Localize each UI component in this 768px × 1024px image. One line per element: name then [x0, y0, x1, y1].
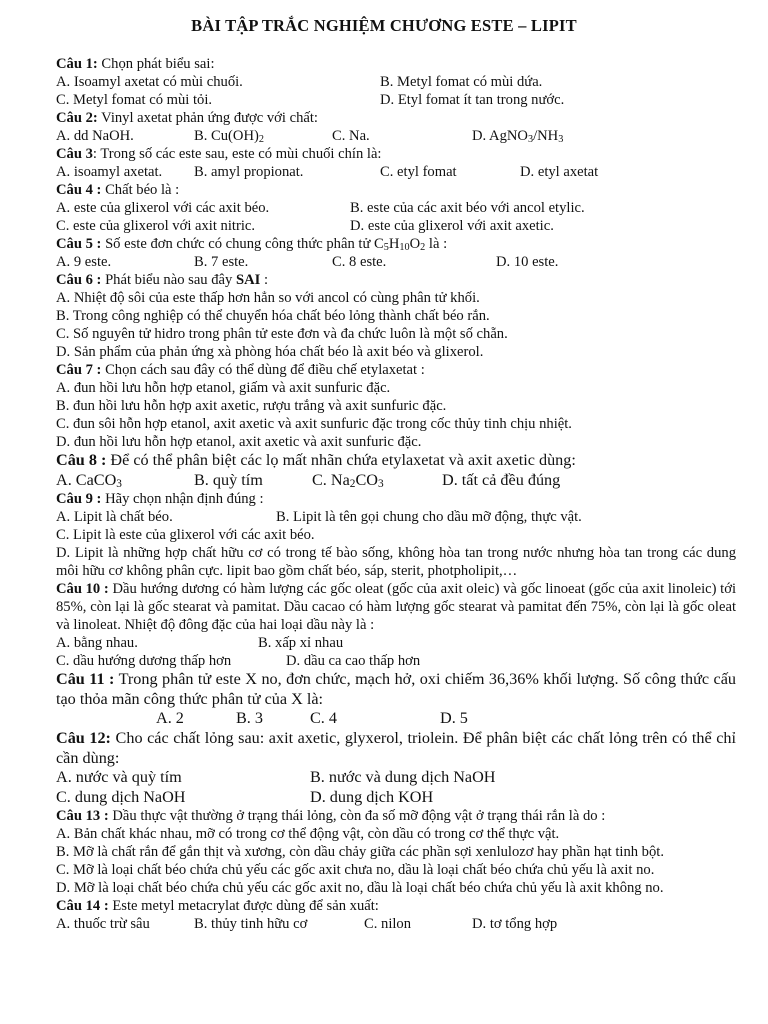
option-b: B. $Cu(OH)_2$	[194, 128, 264, 145]
question-number: Câu 13 :	[56, 808, 109, 825]
question-stem: Cho các chất lỏng sau: axit axetic, glyxerol, triolein. Để phân biệt các chất lỏng trên có thể chỉ cần dùng:	[56, 728, 737, 767]
question-stem: Phát biểu nào sau đây SAI :	[105, 272, 269, 288]
option-d: D. 5	[440, 709, 468, 728]
question-4	[56, 181, 736, 235]
option-b: B. xấp xỉ nhau	[258, 635, 344, 652]
option-a: A. 9 este.	[56, 254, 112, 270]
option-a: A. Bản chất khác nhau, mỡ có trong cơ thể động vật, còn dầu có trong cơ thể thực vật.	[56, 826, 560, 843]
option-b: B. 3	[236, 709, 263, 728]
option-b: B. Trong công nghiệp có thể chuyển hóa chất béo lỏng thành chất béo rắn.	[56, 308, 490, 324]
question-stem: Trong phân tử este X no, đơn chức, mạch hở, oxi chiếm 36,36% khối lượng. Số công thức cấu tạo thỏa mãn công thức phân tử của X là:	[56, 670, 736, 708]
question-number: Câu 4 :	[56, 182, 102, 198]
question-12	[56, 729, 736, 807]
question-number: Câu 7 :	[56, 362, 102, 378]
option-c: C. Metyl fomat có mùi tỏi.	[56, 92, 213, 108]
option-c: C. đun sôi hỗn hợp etanol, axit axetic và axit sunfuric đặc trong cốc thủy tinh chịu nhiệt.	[56, 416, 572, 432]
question-number: Câu 9 :	[56, 491, 102, 508]
option-c: C. 4	[310, 709, 337, 728]
option-a: A. dd NaOH.	[56, 128, 134, 144]
option-d: D. 10 este.	[496, 254, 559, 270]
option-d: D. tơ tổng hợp	[472, 916, 558, 933]
question-number: Câu 3	[56, 146, 93, 162]
option-c: C. etyl fomat	[380, 164, 457, 180]
option-b: B. Lipit là tên gọi chung cho dầu mỡ động, thực vật.	[276, 509, 582, 526]
option-a: A. nước và quỳ tím	[56, 768, 182, 787]
option-b: B. este của các axit béo với ancol etylic.	[350, 200, 585, 216]
question-stem: Vinyl axetat phản ứng được với chất:	[101, 110, 318, 126]
option-c: C. dung dịch NaOH	[56, 787, 186, 806]
option-a: A. este của glixerol với các axit béo.	[56, 200, 270, 216]
option-b: B. thủy tinh hữu cơ	[194, 916, 308, 933]
question-stem: Chất béo là :	[105, 182, 180, 198]
option-a: A. isoamyl axetat.	[56, 164, 163, 180]
question-stem: : Trong số các este sau, este có mùi chuối chín là:	[92, 146, 382, 162]
question-stem: Hãy chọn nhận định đúng :	[105, 491, 264, 508]
question-number: Câu 2:	[56, 110, 98, 126]
option-a: A. Isoamyl axetat có mùi chuối.	[56, 74, 243, 90]
option-b: B. 7 este.	[194, 254, 249, 270]
option-d: D. etyl axetat	[520, 164, 599, 180]
option-d: D. tất cả đều đúng	[442, 470, 561, 489]
option-b: B. Metyl fomat có mùi dứa.	[380, 74, 543, 90]
option-d: D. dung dịch KOH	[310, 787, 434, 806]
option-a: A. 2	[156, 709, 184, 728]
question-number: Câu 12:	[56, 728, 111, 747]
question-13	[56, 807, 736, 897]
option-a: A. đun hồi lưu hỗn hợp etanol, giấm và axit sunfuric đặc.	[56, 380, 391, 396]
question-3	[56, 145, 736, 181]
question-number: Câu 11 :	[56, 670, 115, 689]
question-number: Câu 5 :	[56, 236, 102, 252]
question-10	[56, 580, 736, 670]
option-d: D. đun hồi lưu hỗn hợp etanol, axit axetic và axit sunfuric đặc.	[56, 434, 422, 450]
question-number: Câu 6 :	[56, 272, 102, 288]
option-a: A. Lipit là chất béo.	[56, 509, 173, 526]
question-number: Câu 1:	[56, 56, 98, 72]
option-d: D. Sản phẩm của phản ứng xà phòng hóa chất béo là axit béo và glixerol.	[56, 344, 484, 360]
option-d: D. Lipit là những hợp chất hữu cơ có trong tế bào sống, không hòa tan trong nước nhưng hòa tan trong các dung môi hữu cơ không phân cực. lipit bao gồm chất béo, sáp, sterit, photpholipit,…	[56, 545, 736, 580]
option-c: C. Số nguyên tử hidro trong phân tử este đơn và đa chức luôn là một số chẵn.	[56, 326, 508, 342]
option-c: C. Lipit là este của glixerol với các axit béo.	[56, 527, 315, 544]
option-a: A. bằng nhau.	[56, 635, 138, 652]
option-d: D. Etyl fomat ít tan trong nước.	[380, 92, 565, 108]
question-6	[56, 271, 736, 361]
option-d: D. $AgNO_3/NH_3$	[472, 128, 564, 145]
option-a: A. thuốc trừ sâu	[56, 916, 150, 933]
option-b: B. Mỡ là chất rắn để gắn thịt và xương, còn dầu chảy giữa các phần sợi xenlulozơ hay phần hạt tinh bột.	[56, 844, 664, 861]
question-9	[56, 490, 736, 580]
question-stem: Chọn cách sau đây có thể dùng để điều chế etylaxetat :	[105, 362, 425, 378]
question-number: Câu 14 :	[56, 898, 109, 915]
option-b: B. nước và dung dịch NaOH	[310, 768, 496, 787]
question-stem: Dầu hướng dương có hàm lượng các gốc oleat (gốc của axit oleic) và gốc linoeat (gốc của axit linoleic) tới 85%, còn lại là gốc stearat và pamitat. Dầu cacao có hàm lượng gốc stearat và pamitat đến 75%, còn lại là gốc oleat và linoleat. Nhiệt độ đông đặc của hai loại dầu này là :	[56, 581, 737, 634]
question-list	[56, 55, 736, 933]
question-number: Câu 8 :	[56, 451, 107, 469]
option-b: B. quỳ tím	[194, 470, 263, 489]
question-8	[56, 451, 736, 490]
question-stem: Dầu thực vật thường ở trạng thái lỏng, còn đa số mỡ động vật ở trạng thái rắn là do :	[112, 808, 606, 825]
page-title: BÀI TẬP TRẮC NGHIỆM CHƯƠNG ESTE – LIPIT	[191, 16, 577, 35]
question-2	[56, 109, 736, 145]
question-11	[56, 670, 736, 729]
question-stem: Chọn phát biểu sai:	[101, 56, 215, 72]
option-c: C. Mỡ là loại chất béo chứa chủ yếu các gốc axit chưa no, dầu là loại chất béo chứa chủ yếu là axit no.	[56, 862, 655, 879]
option-a: A. CaCO$_3$	[56, 470, 122, 490]
option-b: B. đun hồi lưu hỗn hợp axit axetic, rượu trắng và axit sunfuric đặc.	[56, 398, 447, 414]
question-number: Câu 10 :	[56, 581, 109, 598]
option-d: D. Mỡ là loại chất béo chứa chủ yếu các gốc axit no, dầu là loại chất béo chứa chủ yếu là axit không no.	[56, 880, 664, 897]
question-stem: Số este đơn chức có chung công thức phân tử $C_5H_{10}O_2$ là :	[105, 236, 448, 253]
question-1	[56, 55, 736, 109]
question-5	[56, 235, 736, 271]
option-c: C. nilon	[364, 916, 412, 933]
option-c: C. dầu hướng dương thấp hơn	[56, 653, 232, 670]
option-c: C. este của glixerol với axit nitric.	[56, 218, 256, 234]
option-c: C. 8 este.	[332, 254, 387, 270]
option-a: A. Nhiệt độ sôi của este thấp hơn hẳn so với ancol có cùng phân tử khối.	[56, 290, 480, 306]
option-d: D. este của glixerol với axit axetic.	[350, 218, 554, 234]
option-b: B. amyl propionat.	[194, 164, 304, 180]
question-14	[56, 897, 736, 933]
question-stem: Este metyl metacrylat được dùng để sản xuất:	[112, 898, 379, 915]
option-c: C. Na.	[332, 128, 370, 144]
question-stem: Để có thể phân biệt các lọ mất nhãn chứa etylaxetat và axit axetic dùng:	[110, 451, 576, 469]
question-7	[56, 361, 736, 451]
option-c: C. $Na_2CO_3$	[312, 470, 384, 490]
option-d: D. dầu ca cao thấp hơn	[286, 653, 421, 670]
